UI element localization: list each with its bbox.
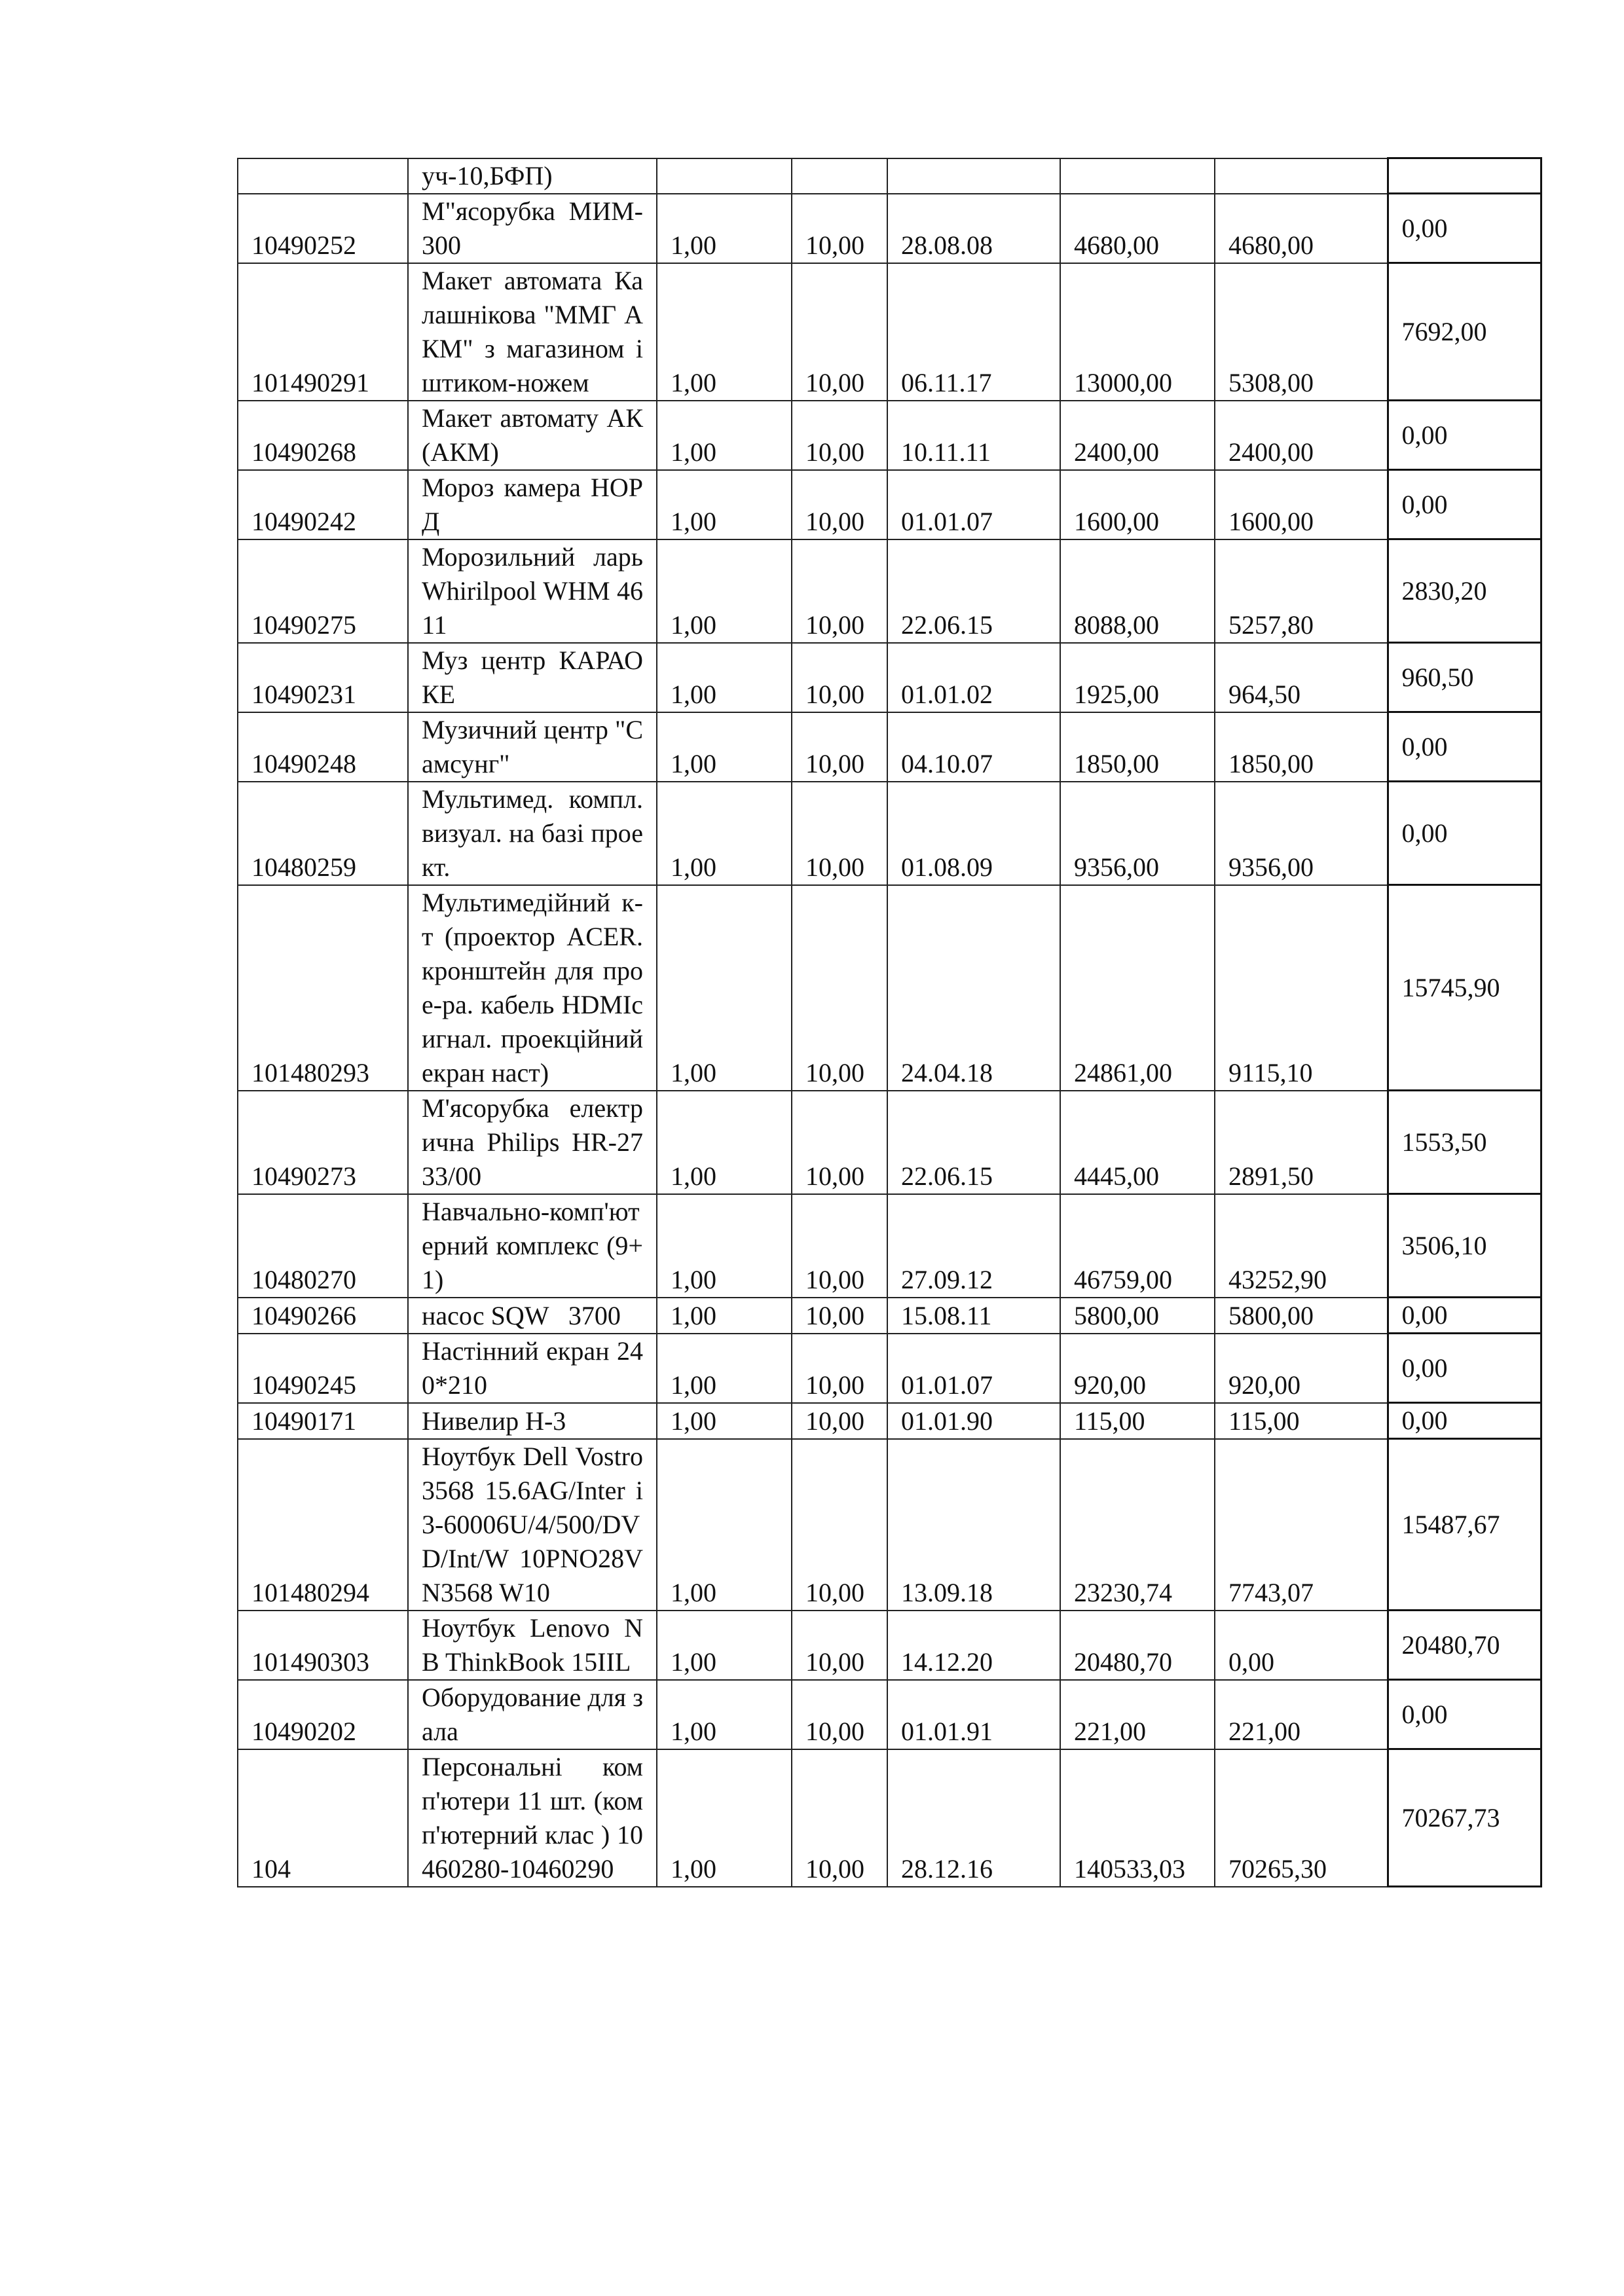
- depreciation-cell: 2400,00: [1215, 401, 1388, 470]
- date-cell: 13.09.18: [887, 1439, 1060, 1611]
- rate-cell: 10,00: [792, 643, 887, 712]
- initial-cost-cell: 2400,00: [1060, 401, 1215, 470]
- item-description-cell: Персональні комп'ютери 11 шт. (комп'ютерний клас ) 10460280-10460290: [408, 1749, 657, 1887]
- residual-value-cell: [1388, 158, 1541, 194]
- depreciation-cell: 5308,00: [1215, 263, 1388, 401]
- table-row: [238, 1091, 1541, 1194]
- initial-cost-cell: 140533,03: [1060, 1749, 1215, 1887]
- initial-cost-cell: 8088,00: [1060, 539, 1215, 643]
- initial-cost-cell: 920,00: [1060, 1334, 1215, 1403]
- date-cell: 01.01.07: [887, 1334, 1060, 1403]
- item-description-cell: Ноутбук Dell Vostro3568 15.6AG/Inter i3-60006U/4/500/DVD/Int/W 10PNO28VN3568 W10: [408, 1439, 657, 1611]
- item-description-cell: Мороз камера НОРД: [408, 470, 657, 539]
- date-cell: [887, 158, 1060, 194]
- depreciation-cell: 115,00: [1215, 1403, 1388, 1439]
- item-description-cell: М'ясорубка електрична Philips HR-2733/00: [408, 1091, 657, 1194]
- item-description-cell: Навчально-комп'ютерний комплекс (9+1): [408, 1194, 657, 1298]
- inventory-number-cell: 10490242: [238, 470, 408, 539]
- quantity-cell: 1,00: [657, 1298, 792, 1334]
- table-row: [238, 1403, 1541, 1439]
- table-row: [238, 1611, 1541, 1680]
- item-description-cell: Ноутбук Lenovo NB ThinkBook 15IIL: [408, 1611, 657, 1680]
- residual-value-cell: 1553,50: [1388, 1091, 1541, 1194]
- initial-cost-cell: 1850,00: [1060, 712, 1215, 782]
- initial-cost-cell: 221,00: [1060, 1680, 1215, 1749]
- rate-cell: 10,00: [792, 401, 887, 470]
- table-row: [238, 1334, 1541, 1403]
- quantity-cell: 1,00: [657, 470, 792, 539]
- inventory-number-cell: 10490171: [238, 1403, 408, 1439]
- residual-value-cell: 0,00: [1388, 1680, 1541, 1749]
- residual-value-cell: 3506,10: [1388, 1194, 1541, 1298]
- inventory-number-cell: 10490231: [238, 643, 408, 712]
- quantity-cell: 1,00: [657, 1403, 792, 1439]
- residual-value-cell: 0,00: [1388, 1298, 1541, 1334]
- table-row: [238, 194, 1541, 263]
- inventory-number-cell: 10480270: [238, 1194, 408, 1298]
- date-cell: 10.11.11: [887, 401, 1060, 470]
- rate-cell: 10,00: [792, 470, 887, 539]
- depreciation-cell: 964,50: [1215, 643, 1388, 712]
- rate-cell: 10,00: [792, 1091, 887, 1194]
- inventory-number-cell: 10490266: [238, 1298, 408, 1334]
- table-row: [238, 401, 1541, 470]
- residual-value-cell: 20480,70: [1388, 1611, 1541, 1680]
- inventory-table: [237, 157, 1542, 1887]
- depreciation-cell: 920,00: [1215, 1334, 1388, 1403]
- table-row: [238, 643, 1541, 712]
- rate-cell: 10,00: [792, 885, 887, 1091]
- item-description-cell: Макет автомата Калашнікова "ММГ АКМ" з магазином і штиком-ножем: [408, 263, 657, 401]
- date-cell: 24.04.18: [887, 885, 1060, 1091]
- residual-value-cell: 0,00: [1388, 1403, 1541, 1439]
- rate-cell: [792, 158, 887, 194]
- quantity-cell: 1,00: [657, 1680, 792, 1749]
- inventory-number-cell: 101480294: [238, 1439, 408, 1611]
- item-description-cell: Морозильний ларьWhirilpool WHM 4611: [408, 539, 657, 643]
- residual-value-cell: 960,50: [1388, 643, 1541, 712]
- initial-cost-cell: 24861,00: [1060, 885, 1215, 1091]
- rate-cell: 10,00: [792, 194, 887, 263]
- inventory-number-cell: 101490291: [238, 263, 408, 401]
- inventory-number-cell: 10490273: [238, 1091, 408, 1194]
- initial-cost-cell: 1925,00: [1060, 643, 1215, 712]
- inventory-number-cell: 10490248: [238, 712, 408, 782]
- rate-cell: 10,00: [792, 263, 887, 401]
- quantity-cell: 1,00: [657, 712, 792, 782]
- inventory-number-cell: 101490303: [238, 1611, 408, 1680]
- initial-cost-cell: 1600,00: [1060, 470, 1215, 539]
- quantity-cell: 1,00: [657, 539, 792, 643]
- initial-cost-cell: 13000,00: [1060, 263, 1215, 401]
- rate-cell: 10,00: [792, 1403, 887, 1439]
- item-description-cell: Муз центр КАРАОКЕ: [408, 643, 657, 712]
- depreciation-cell: 70265,30: [1215, 1749, 1388, 1887]
- item-description-cell: насос SQW 3700: [408, 1298, 657, 1334]
- depreciation-cell: 7743,07: [1215, 1439, 1388, 1611]
- depreciation-cell: 1600,00: [1215, 470, 1388, 539]
- quantity-cell: 1,00: [657, 401, 792, 470]
- initial-cost-cell: 4680,00: [1060, 194, 1215, 263]
- rate-cell: 10,00: [792, 1194, 887, 1298]
- rate-cell: 10,00: [792, 1680, 887, 1749]
- residual-value-cell: 15487,67: [1388, 1439, 1541, 1611]
- rate-cell: 10,00: [792, 1611, 887, 1680]
- date-cell: 28.12.16: [887, 1749, 1060, 1887]
- residual-value-cell: 0,00: [1388, 401, 1541, 470]
- inventory-number-cell: 10480259: [238, 782, 408, 885]
- table-row: [238, 1194, 1541, 1298]
- quantity-cell: 1,00: [657, 1194, 792, 1298]
- initial-cost-cell: [1060, 158, 1215, 194]
- depreciation-cell: 9115,10: [1215, 885, 1388, 1091]
- table-row: [238, 1680, 1541, 1749]
- date-cell: 01.01.02: [887, 643, 1060, 712]
- residual-value-cell: 0,00: [1388, 1334, 1541, 1403]
- residual-value-cell: 0,00: [1388, 194, 1541, 263]
- initial-cost-cell: 20480,70: [1060, 1611, 1215, 1680]
- table-row: [238, 782, 1541, 885]
- initial-cost-cell: 9356,00: [1060, 782, 1215, 885]
- inventory-number-cell: [238, 158, 408, 194]
- item-description-cell: уч-10,БФП): [408, 158, 657, 194]
- quantity-cell: 1,00: [657, 643, 792, 712]
- quantity-cell: 1,00: [657, 782, 792, 885]
- inventory-table-body: [238, 158, 1541, 1887]
- table-row: [238, 263, 1541, 401]
- depreciation-cell: 4680,00: [1215, 194, 1388, 263]
- table-row: [238, 1439, 1541, 1611]
- depreciation-cell: 5257,80: [1215, 539, 1388, 643]
- rate-cell: 10,00: [792, 1439, 887, 1611]
- inventory-number-cell: 10490275: [238, 539, 408, 643]
- depreciation-cell: 221,00: [1215, 1680, 1388, 1749]
- item-description-cell: Мультимедійний к-т (проектор ACER.кронштейн для прое-ра. кабель HDMIсигнал. проекційний екран наст): [408, 885, 657, 1091]
- item-description-cell: М"ясорубка МИМ-300: [408, 194, 657, 263]
- inventory-number-cell: 10490268: [238, 401, 408, 470]
- depreciation-cell: 1850,00: [1215, 712, 1388, 782]
- depreciation-cell: 2891,50: [1215, 1091, 1388, 1194]
- date-cell: 01.01.90: [887, 1403, 1060, 1439]
- depreciation-cell: 43252,90: [1215, 1194, 1388, 1298]
- inventory-number-cell: 10490202: [238, 1680, 408, 1749]
- inventory-number-cell: 10490245: [238, 1334, 408, 1403]
- date-cell: 22.06.15: [887, 539, 1060, 643]
- item-description-cell: Нивелир Н-3: [408, 1403, 657, 1439]
- table-row: [238, 158, 1541, 194]
- initial-cost-cell: 5800,00: [1060, 1298, 1215, 1334]
- date-cell: 27.09.12: [887, 1194, 1060, 1298]
- quantity-cell: [657, 158, 792, 194]
- item-description-cell: Мультимед. компл. визуал. на базі проект.: [408, 782, 657, 885]
- depreciation-cell: 0,00: [1215, 1611, 1388, 1680]
- quantity-cell: 1,00: [657, 1611, 792, 1680]
- date-cell: 06.11.17: [887, 263, 1060, 401]
- date-cell: 01.08.09: [887, 782, 1060, 885]
- residual-value-cell: 15745,90: [1388, 885, 1541, 1091]
- residual-value-cell: 0,00: [1388, 470, 1541, 539]
- quantity-cell: 1,00: [657, 194, 792, 263]
- quantity-cell: 1,00: [657, 1334, 792, 1403]
- rate-cell: 10,00: [792, 1298, 887, 1334]
- rate-cell: 10,00: [792, 782, 887, 885]
- date-cell: 14.12.20: [887, 1611, 1060, 1680]
- quantity-cell: 1,00: [657, 1091, 792, 1194]
- rate-cell: 10,00: [792, 712, 887, 782]
- initial-cost-cell: 46759,00: [1060, 1194, 1215, 1298]
- inventory-number-cell: 104: [238, 1749, 408, 1887]
- inventory-number-cell: 101480293: [238, 885, 408, 1091]
- table-row: [238, 712, 1541, 782]
- table-row: [238, 470, 1541, 539]
- date-cell: 15.08.11: [887, 1298, 1060, 1334]
- initial-cost-cell: 4445,00: [1060, 1091, 1215, 1194]
- inventory-number-cell: 10490252: [238, 194, 408, 263]
- table-row: [238, 885, 1541, 1091]
- rate-cell: 10,00: [792, 1334, 887, 1403]
- table-row: [238, 539, 1541, 643]
- date-cell: 22.06.15: [887, 1091, 1060, 1194]
- date-cell: 28.08.08: [887, 194, 1060, 263]
- quantity-cell: 1,00: [657, 1749, 792, 1887]
- date-cell: 01.01.91: [887, 1680, 1060, 1749]
- rate-cell: 10,00: [792, 539, 887, 643]
- initial-cost-cell: 115,00: [1060, 1403, 1215, 1439]
- residual-value-cell: 70267,73: [1388, 1749, 1541, 1887]
- date-cell: 01.01.07: [887, 470, 1060, 539]
- date-cell: 04.10.07: [887, 712, 1060, 782]
- residual-value-cell: 7692,00: [1388, 263, 1541, 401]
- rate-cell: 10,00: [792, 1749, 887, 1887]
- residual-value-cell: 0,00: [1388, 712, 1541, 782]
- item-description-cell: Макет автомату АК(АКМ): [408, 401, 657, 470]
- residual-value-cell: 2830,20: [1388, 539, 1541, 643]
- quantity-cell: 1,00: [657, 263, 792, 401]
- quantity-cell: 1,00: [657, 885, 792, 1091]
- depreciation-cell: 5800,00: [1215, 1298, 1388, 1334]
- table-row: [238, 1749, 1541, 1887]
- depreciation-cell: 9356,00: [1215, 782, 1388, 885]
- item-description-cell: Настінний екран 240*210: [408, 1334, 657, 1403]
- depreciation-cell: [1215, 158, 1388, 194]
- quantity-cell: 1,00: [657, 1439, 792, 1611]
- initial-cost-cell: 23230,74: [1060, 1439, 1215, 1611]
- item-description-cell: Музичний центр "Самсунг": [408, 712, 657, 782]
- table-row: [238, 1298, 1541, 1334]
- residual-value-cell: 0,00: [1388, 782, 1541, 885]
- item-description-cell: Оборудование для зала: [408, 1680, 657, 1749]
